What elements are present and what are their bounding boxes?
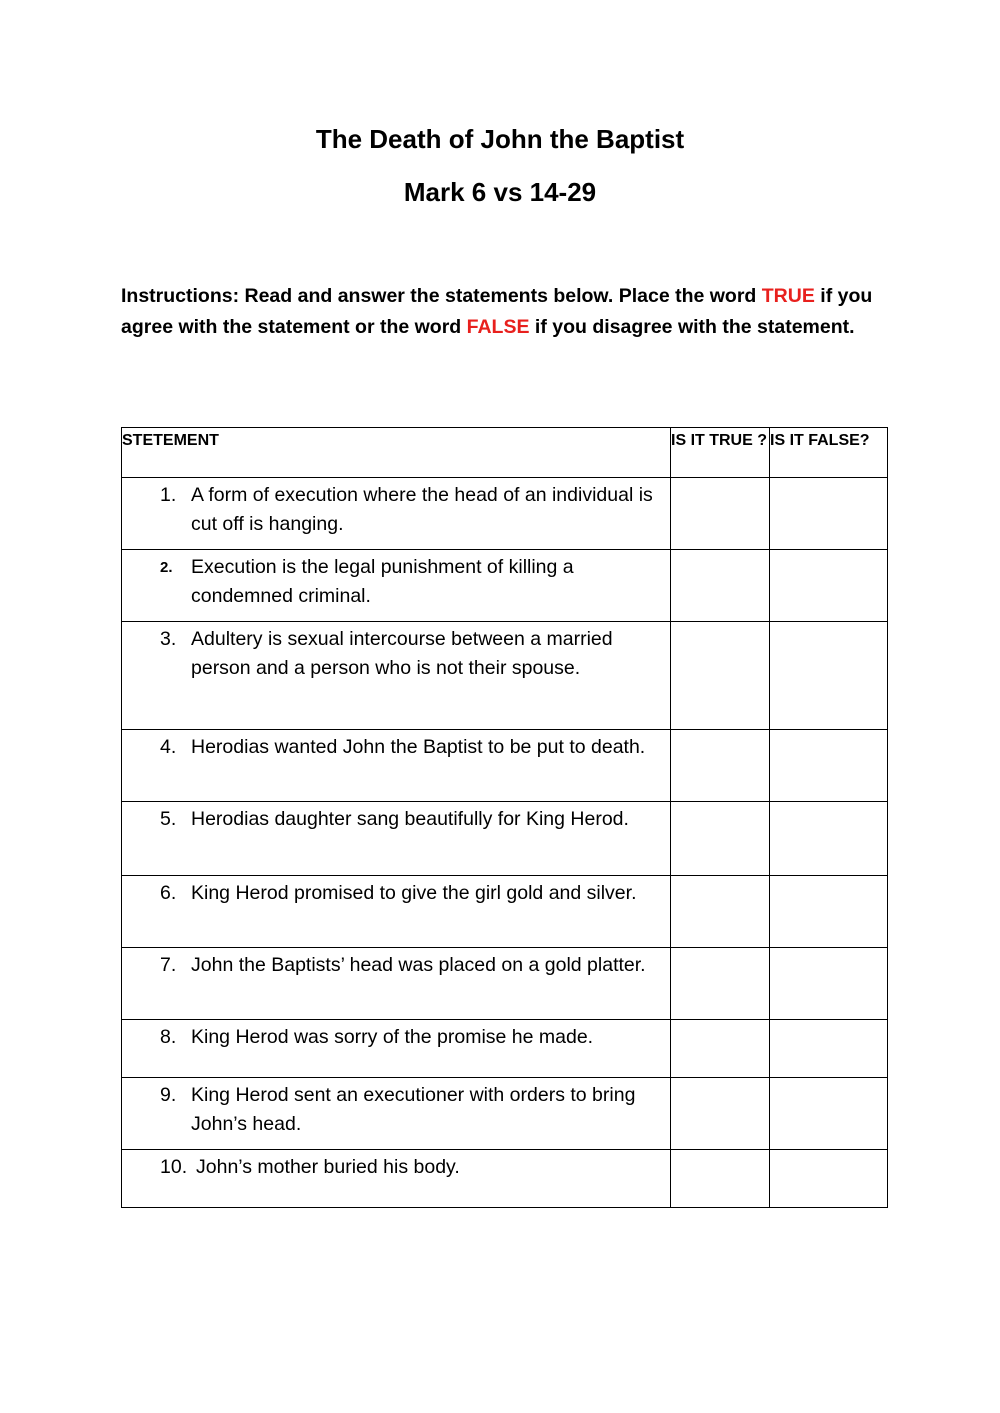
table-header-row (122, 428, 888, 478)
statement-cell (122, 478, 671, 550)
statement-number: 1. (160, 484, 177, 506)
table-row (122, 1078, 888, 1150)
false-answer-cell[interactable] (770, 876, 888, 948)
statement-number: 8. (160, 1026, 177, 1048)
table-row (122, 730, 888, 802)
table-row (122, 1150, 888, 1208)
instructions (121, 281, 891, 343)
false-answer-cell[interactable] (770, 1150, 888, 1208)
statement-cell (122, 948, 671, 1020)
statement-cell (122, 622, 671, 730)
page-title: The Death of John the Baptist (315, 124, 685, 154)
false-answer-cell[interactable] (770, 478, 888, 550)
false-answer-cell[interactable] (770, 948, 888, 1020)
true-answer-cell[interactable] (671, 802, 770, 876)
statement-cell (122, 1020, 671, 1078)
instructions-true-word: TRUE (761, 285, 815, 307)
statement-text: King Herod was sorry of the promise he made. (191, 1026, 594, 1048)
table-row (122, 550, 888, 622)
header-true: IS IT TRUE ? (671, 428, 770, 478)
statement-number: 2. (160, 559, 173, 576)
statement-number: 10. (160, 1156, 188, 1178)
statement-cell (122, 1150, 671, 1208)
statement-text: Adultery is sexual intercourse between a married person and a person who is not their spouse. (191, 628, 613, 679)
false-answer-cell[interactable] (770, 802, 888, 876)
table-row (122, 622, 888, 730)
statement-number: 7. (160, 954, 177, 976)
true-false-table (121, 427, 888, 1208)
false-answer-cell[interactable] (770, 1078, 888, 1150)
true-answer-cell[interactable] (671, 1078, 770, 1150)
instructions-text-2: if you agree with the statement or the word (121, 285, 873, 338)
header-false: IS IT FALSE? (770, 428, 888, 478)
true-answer-cell[interactable] (671, 730, 770, 802)
statement-cell (122, 1078, 671, 1150)
page-subtitle: Mark 6 vs 14-29 (403, 177, 597, 207)
true-answer-cell[interactable] (671, 1150, 770, 1208)
table-row (122, 478, 888, 550)
true-answer-cell[interactable] (671, 876, 770, 948)
statement-text: John’s mother buried his body. (196, 1156, 460, 1178)
statement-cell (122, 730, 671, 802)
instructions-false-word: FALSE (466, 316, 530, 338)
statement-number: 6. (160, 882, 177, 904)
statement-number: 4. (160, 736, 177, 758)
statement-cell (122, 550, 671, 622)
header-statement: STETEMENT (122, 428, 671, 478)
statement-text: Herodias wanted John the Baptist to be put to death. (191, 736, 646, 758)
statement-text: John the Baptists’ head was placed on a gold platter. (191, 954, 646, 976)
table-row (122, 802, 888, 876)
statement-text: Execution is the legal punishment of killing a condemned criminal. (191, 556, 574, 607)
table-row (122, 948, 888, 1020)
statement-cell (122, 802, 671, 876)
table-row (122, 876, 888, 948)
instructions-text-1: Instructions: Read and answer the statements below. Place the word (121, 285, 762, 307)
true-answer-cell[interactable] (671, 1020, 770, 1078)
true-answer-cell[interactable] (671, 622, 770, 730)
statement-text: A form of execution where the head of an individual is cut off is hanging. (191, 484, 653, 535)
statement-text: Herodias daughter sang beautifully for King Herod. (191, 808, 629, 830)
instructions-text-3: if you disagree with the statement. (529, 316, 855, 338)
false-answer-cell[interactable] (770, 550, 888, 622)
false-answer-cell[interactable] (770, 622, 888, 730)
true-answer-cell[interactable] (671, 948, 770, 1020)
table-row (122, 1020, 888, 1078)
false-answer-cell[interactable] (770, 730, 888, 802)
true-answer-cell[interactable] (671, 478, 770, 550)
statement-text: King Herod sent an executioner with orders to bring John’s head. (191, 1084, 636, 1135)
true-answer-cell[interactable] (671, 550, 770, 622)
statement-number: 5. (160, 808, 177, 830)
statement-number: 3. (160, 628, 177, 650)
statement-cell (122, 876, 671, 948)
statement-number: 9. (160, 1084, 177, 1106)
statement-text: King Herod promised to give the girl gold and silver. (191, 882, 637, 904)
false-answer-cell[interactable] (770, 1020, 888, 1078)
